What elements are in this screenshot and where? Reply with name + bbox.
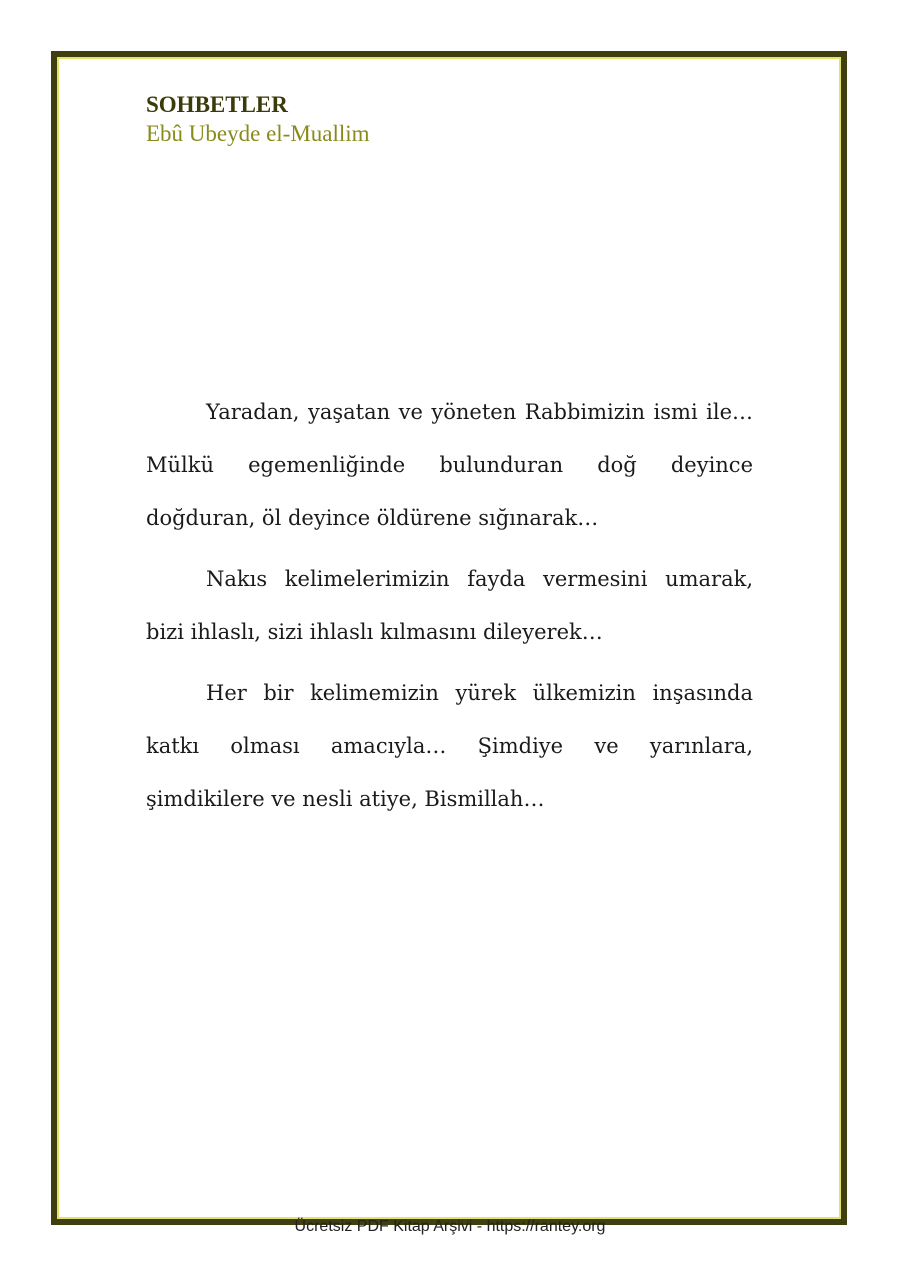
- book-title: SOHBETLER: [146, 92, 288, 117]
- footer-watermark: Ücretsiz PDF Kitap Arşivi - https://rantey.org: [294, 1218, 606, 1235]
- paragraph-1: Yaradan, yaşatan ve yöneten Rabbimizin ismi ile… Mülkü egemenliğinde bulunduran doğ deyince doğduran, öl deyince öldürene sığınarak…: [146, 400, 753, 530]
- paragraph-3: Her bir kelimemizin yürek ülkemizin inşasında katkı olması amacıyla… Şimdiye ve yarınlara, şimdikilere ve nesli atiye, Bismillah…: [146, 681, 753, 811]
- book-author: Ebû Ubeyde el-Muallim: [146, 121, 370, 146]
- page-header: [146, 90, 370, 148]
- body-text: [146, 386, 753, 834]
- paragraph-2: Nakıs kelimelerimizin fayda vermesini umarak, bizi ihlaslı, sizi ihlaslı kılmasını dileyerek…: [146, 567, 753, 644]
